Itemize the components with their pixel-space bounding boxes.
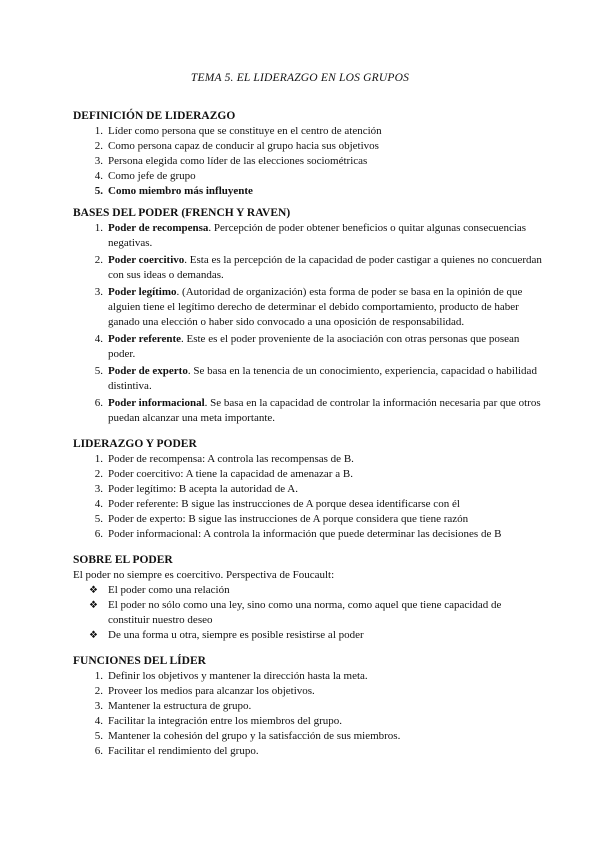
bases-list: [73, 221, 543, 426]
sobre-poder-bullets: [73, 583, 543, 643]
document-title: TEMA 5. EL LIDERAZGO EN LOS GRUPOS: [190, 72, 410, 84]
section-liderazgo-poder: [73, 436, 543, 542]
section-bases: [73, 205, 543, 426]
list-item: 4. Poder referente. Este es el poder proveniente de la asociación con otras personas que posean poder.: [94, 333, 520, 360]
list-item: 2. Poder coercitivo: A tiene la capacidad de amenazar a B.: [94, 468, 353, 480]
diamond-bullet-icon: ❖: [89, 600, 98, 611]
section-heading: DEFINICIÓN DE LIDERAZGO: [73, 110, 236, 122]
list-item: 6. Poder informacional: A controla la información que puede determinar las decisiones de B: [94, 528, 502, 540]
list-item: 6. Poder informacional. Se basa en la capacidad de controlar la información necesaria par que otros puedan alcanzar una meta importante.: [94, 397, 541, 424]
section-funciones: [73, 653, 543, 759]
list-item: 3. Persona elegida como líder de las elecciones sociométricas: [94, 155, 368, 167]
list-item: 4. Facilitar la integración entre los miembros del grupo.: [94, 715, 342, 727]
list-item: 5. Mantener la cohesión del grupo y la satisfacción de sus miembros.: [94, 730, 401, 742]
list-item: 1. Definir los objetivos y mantener la dirección hasta la meta.: [94, 670, 368, 682]
diamond-bullet-icon: ❖: [89, 585, 98, 596]
list-item: 3. Poder legítimo: B acepta la autoridad de A.: [94, 483, 299, 495]
list-item: 1. Poder de recompensa. Percepción de poder obtener beneficios o quitar algunas consecuencias negativas.: [94, 222, 527, 249]
liderazgo-poder-list: [73, 452, 543, 542]
section-heading: SOBRE EL PODER: [73, 554, 173, 566]
section-intro: El poder no siempre es coercitivo. Perspectiva de Foucault:: [73, 569, 335, 581]
list-item: ❖ El poder como una relación: [89, 584, 230, 596]
list-item: 3. Mantener la estructura de grupo.: [94, 700, 252, 712]
list-item: 4. Como jefe de grupo: [94, 170, 196, 182]
list-item: 2. Poder coercitivo. Esta es la percepción de la capacidad de poder castigar a quienes no concuerdan con sus ideas o demandas.: [94, 254, 542, 281]
section-sobre-poder: [73, 552, 543, 643]
list-item: 6. Facilitar el rendimiento del grupo.: [94, 745, 259, 757]
list-item: 3. Poder legítimo. (Autoridad de organización) esta forma de poder se basa en la opinión de que alguien tiene el legítimo derecho de determinar el debido comportamiento, producto de haber ganado una elección o haber sido convocado a una oposición de responsabilidad.: [94, 286, 523, 328]
list-item: 2. Proveer los medios para alcanzar los objetivos.: [94, 685, 315, 697]
list-item: 2. Como persona capaz de conducir al grupo hacia sus objetivos: [94, 140, 379, 152]
list-item: 1. Poder de recompensa: A controla las recompensas de B.: [94, 453, 354, 465]
section-heading: FUNCIONES DEL LÍDER: [73, 655, 206, 667]
diamond-bullet-icon: ❖: [89, 630, 98, 641]
list-item: 5. Poder de experto. Se basa en la tenencia de un conocimiento, experiencia, capacidad o habilidad distintiva.: [94, 365, 537, 392]
list-item: 5. Poder de experto: B sigue las instrucciones de A porque considera que tiene razón: [94, 513, 469, 525]
document-body: [73, 108, 543, 769]
section-definicion: [73, 108, 543, 199]
list-item: 5. Como miembro más influyente: [94, 185, 253, 197]
list-item: 4. Poder referente: B sigue las instrucciones de A porque desea identificarse con él: [94, 498, 460, 510]
section-heading: BASES DEL PODER (FRENCH Y RAVEN): [73, 207, 291, 219]
list-item: 1. Líder como persona que se constituye en el centro de atención: [94, 125, 382, 137]
section-heading: LIDERAZGO Y PODER: [73, 438, 197, 450]
definicion-list: [73, 124, 543, 199]
list-item: ❖ De una forma u otra, siempre es posible resistirse al poder: [89, 629, 364, 641]
list-item: ❖ El poder no sólo como una ley, sino como una norma, como aquel que tiene capacidad de constituir nuestro deseo: [89, 599, 502, 626]
funciones-list: [73, 669, 543, 759]
